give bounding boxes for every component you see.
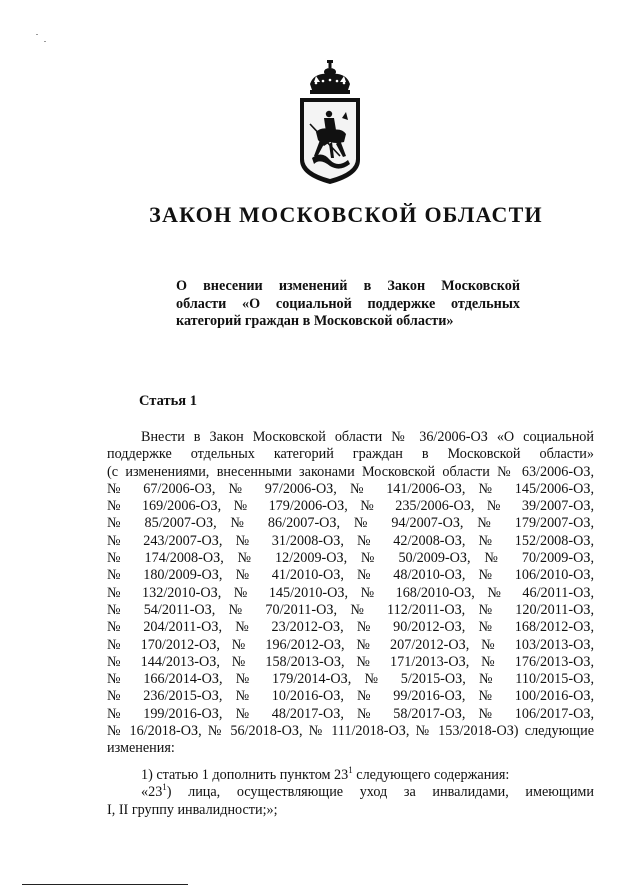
scan-speck (36, 34, 38, 35)
body-line: № 236/2015-ОЗ, № 10/2016-ОЗ, № 99/2016-ОЗ, № 100/2016-ОЗ, (107, 688, 594, 705)
body-line: № 174/2008-ОЗ, № 12/2009-ОЗ, № 50/2009-ОЗ, № 70/2009-ОЗ, (107, 550, 594, 567)
body-line: Внести в Закон Московской области № 36/2006-ОЗ «О социальной (141, 429, 594, 445)
subtitle-line: О внесении изменений в Закон Московской (176, 278, 520, 294)
body-line: № 180/2009-ОЗ, № 41/2010-ОЗ, № 48/2010-ОЗ, № 106/2010-ОЗ, (107, 567, 594, 584)
body-line: № 169/2006-ОЗ, № 179/2006-ОЗ, № 235/2006-ОЗ, № 39/2007-ОЗ, (107, 498, 594, 515)
document-subtitle (176, 278, 520, 331)
body-line: поддержке отдельных категорий граждан в Московской области» (107, 446, 594, 463)
amendment-quote-text: ) лица, осуществляющие уход за инвалидами, имеющими (166, 784, 594, 801)
amendment-item-superscript: 1 (348, 765, 353, 775)
body-line: № 199/2016-ОЗ, № 48/2017-ОЗ, № 58/2017-ОЗ, № 106/2017-ОЗ, (107, 705, 594, 722)
document-title: ЗАКОН МОСКОВСКОЙ ОБЛАСТИ (149, 202, 543, 227)
subtitle-line: области «О социальной поддержке отдельных (176, 295, 520, 312)
body-line: № 166/2014-ОЗ, № 179/2014-ОЗ, № 5/2015-ОЗ, № 110/2015-ОЗ, (107, 671, 594, 688)
body-line: № 16/2018-ОЗ, № 56/2018-ОЗ, № 111/2018-ОЗ, № 153/2018-ОЗ) следующие (107, 723, 594, 740)
amendment-quote (107, 784, 594, 801)
amendment-quote-prefix: «23 (141, 784, 163, 801)
body-line: № 170/2012-ОЗ, № 196/2012-ОЗ, № 207/2012-ОЗ, № 103/2013-ОЗ, (107, 636, 594, 653)
coat-of-arms-icon (296, 60, 364, 186)
amendment-last-line: I, II группу инвалидности;»; (107, 801, 278, 818)
body-line: № 67/2006-ОЗ, № 97/2006-ОЗ, № 141/2006-ОЗ, № 145/2006-ОЗ, (107, 480, 594, 497)
body-line: изменения: (107, 740, 175, 757)
body-line: № 243/2007-ОЗ, № 31/2008-ОЗ, № 42/2008-ОЗ, № 152/2008-ОЗ, (107, 532, 594, 549)
subtitle-line: категорий граждан в Московской области» (176, 313, 454, 329)
amendment-item (107, 767, 594, 784)
body-line: № 132/2010-ОЗ, № 145/2010-ОЗ, № 168/2010-ОЗ, № 46/2011-ОЗ, (107, 584, 594, 601)
article-body (107, 429, 594, 758)
body-line: № 204/2011-ОЗ, № 23/2012-ОЗ, № 90/2012-ОЗ, № 168/2012-ОЗ, (107, 619, 594, 636)
scan-speck (44, 41, 46, 42)
amendment-item-text: 1) статью 1 дополнить пунктом 23 (141, 767, 349, 783)
article-heading: Статья 1 (139, 393, 197, 409)
amendment-block (107, 767, 594, 819)
amendment-item-suffix: следующего содержания: (352, 767, 510, 783)
footnote-separator (22, 884, 188, 885)
body-line: (с изменениями, внесенными законами Московской области № 63/2006-ОЗ, (107, 463, 594, 480)
amendment-quote-superscript: 1 (162, 782, 167, 793)
body-line: № 54/2011-ОЗ, № 70/2011-ОЗ, № 112/2011-ОЗ, № 120/2011-ОЗ, (107, 601, 594, 618)
body-line: № 85/2007-ОЗ, № 86/2007-ОЗ, № 94/2007-ОЗ, № 179/2007-ОЗ, (107, 515, 594, 532)
body-line: № 144/2013-ОЗ, № 158/2013-ОЗ, № 171/2013-ОЗ, № 176/2013-ОЗ, (107, 653, 594, 670)
